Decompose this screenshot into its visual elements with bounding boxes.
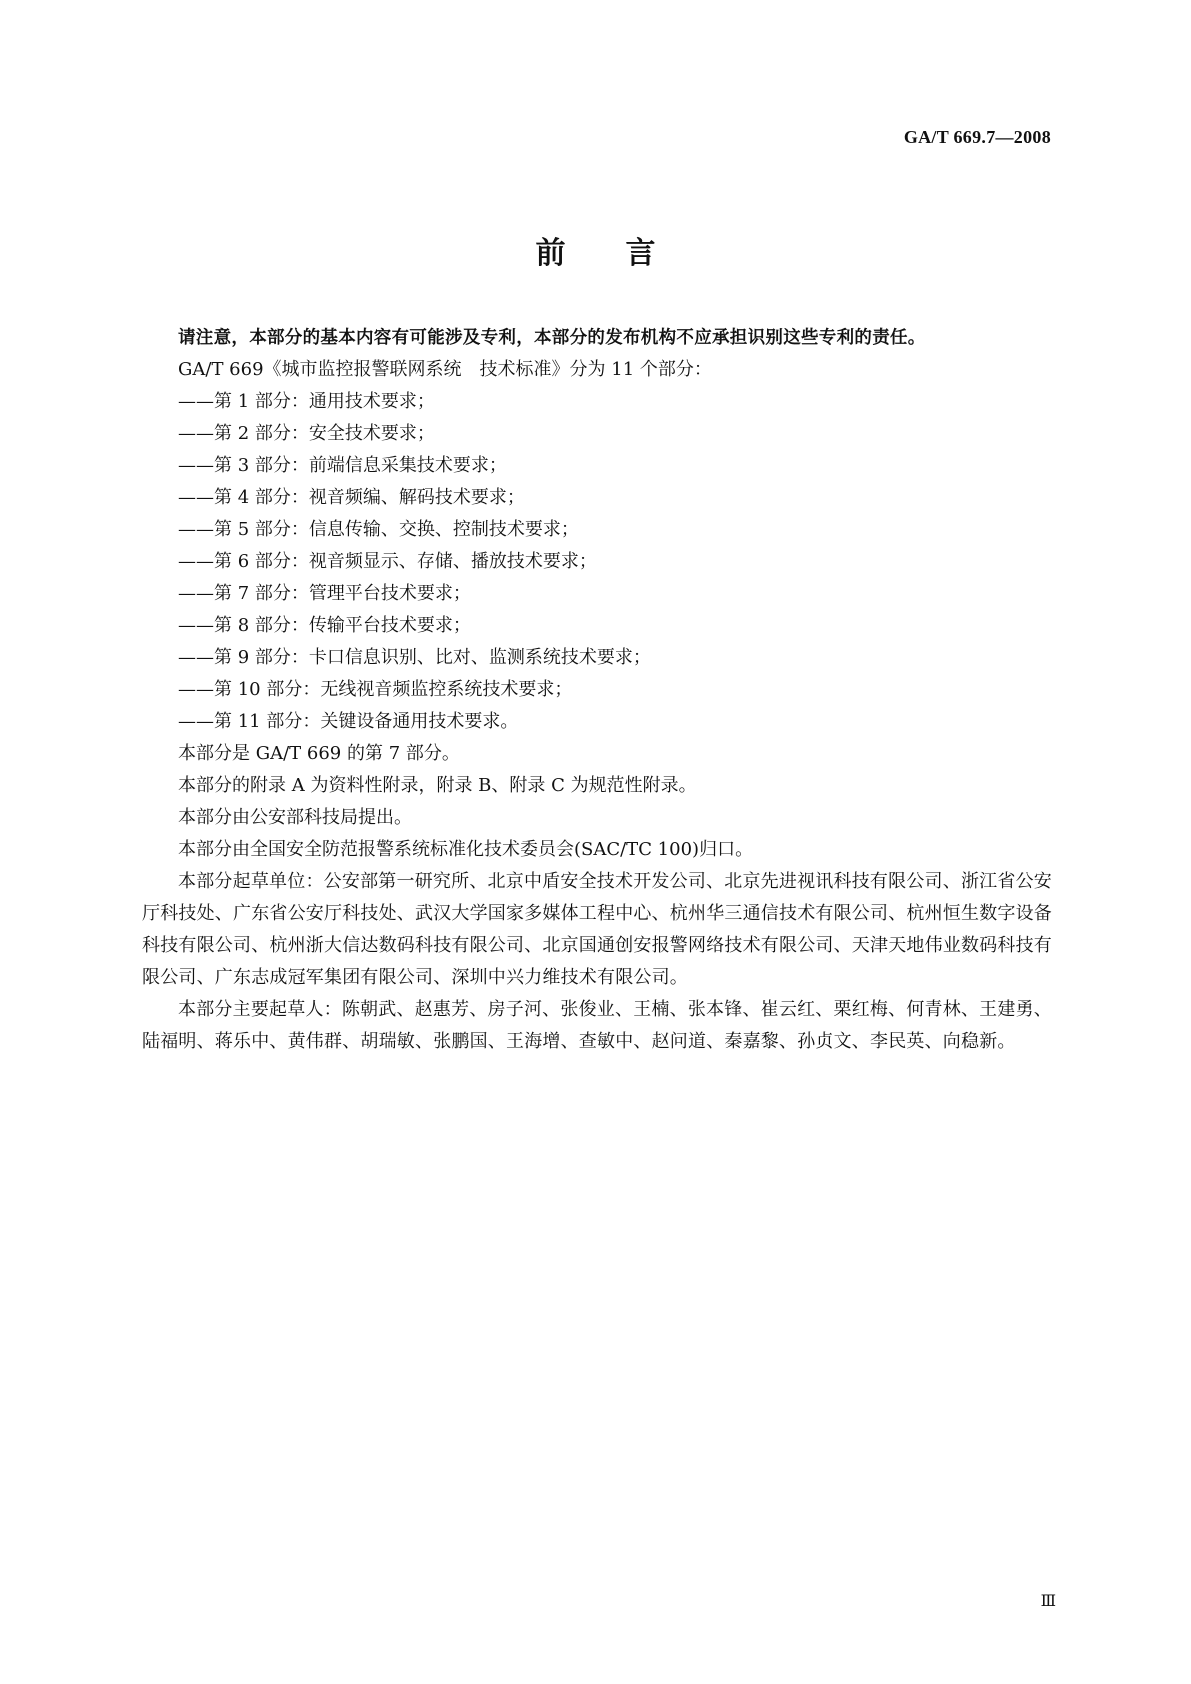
part-list-item: ——第 4 部分：视音频编、解码技术要求；	[178, 487, 525, 508]
title-char-1: 前	[535, 236, 566, 271]
page-number: Ⅲ	[1040, 1593, 1055, 1610]
standard-number: GA/T 669.7—2008	[903, 127, 1051, 147]
intro-line: GA/T 669《城市监控报警联网系统 技术标准》分为 11 个部分：	[178, 359, 712, 380]
appendix-statement: 本部分的附录 A 为资料性附录，附录 B、附录 C 为规范性附录。	[178, 775, 697, 796]
part-list-item: ——第 9 部分：卡口信息识别、比对、监测系统技术要求；	[178, 647, 651, 668]
part-list-item: ——第 6 部分：视音频显示、存储、播放技术要求；	[178, 551, 597, 572]
main-drafters-paragraph: 本部分主要起草人：陈朝武、赵惠芳、房子河、张俊业、王楠、张本锋、崔云红、栗红梅、何青林、王建勇、陆福明、蒋乐中、黄伟群、胡瑞敏、张鹏国、王海增、查敏中、赵问道、秦嘉黎、孙贞文、李民英、向稳新。	[142, 999, 1052, 1052]
page-title	[0, 228, 1191, 272]
drafting-units-paragraph: 本部分起草单位：公安部第一研究所、北京中盾安全技术开发公司、北京先进视讯科技有限公司、浙江省公安厅科技处、广东省公安厅科技处、武汉大学国家多媒体工程中心、杭州华三通信技术有限公司、杭州恒生数字设备科技有限公司、杭州浙大信达数码科技有限公司、北京国通创安报警网络技术有限公司、天津天地伟业数码科技有限公司、广东志成冠军集团有限公司、深圳中兴力维技术有限公司。	[142, 871, 1052, 988]
part-list-item: ——第 2 部分：安全技术要求；	[178, 423, 435, 444]
part-list-item: ——第 1 部分：通用技术要求；	[178, 391, 435, 412]
part-list-item: ——第 7 部分：管理平台技术要求；	[178, 583, 471, 604]
part-list-item: ——第 11 部分：关键设备通用技术要求。	[178, 711, 519, 732]
centralized-by-statement: 本部分由全国安全防范报警系统标准化技术委员会(SAC/TC 100)归口。	[178, 839, 754, 860]
part-list-item: ——第 8 部分：传输平台技术要求；	[178, 615, 471, 636]
patent-notice: 请注意，本部分的基本内容有可能涉及专利，本部分的发布机构不应承担识别这些专利的责任。	[178, 328, 926, 348]
part-list-item: ——第 5 部分：信息传输、交换、控制技术要求；	[178, 519, 579, 540]
part-list-item: ——第 3 部分：前端信息采集技术要求；	[178, 455, 507, 476]
this-part-statement: 本部分是 GA/T 669 的第 7 部分。	[178, 743, 460, 764]
proposed-by-statement: 本部分由公安部科技局提出。	[178, 807, 412, 828]
part-list-item: ——第 10 部分：无线视音频监控系统技术要求；	[178, 679, 573, 700]
title-char-2: 言	[625, 236, 656, 271]
foreword-body	[142, 322, 1052, 1058]
